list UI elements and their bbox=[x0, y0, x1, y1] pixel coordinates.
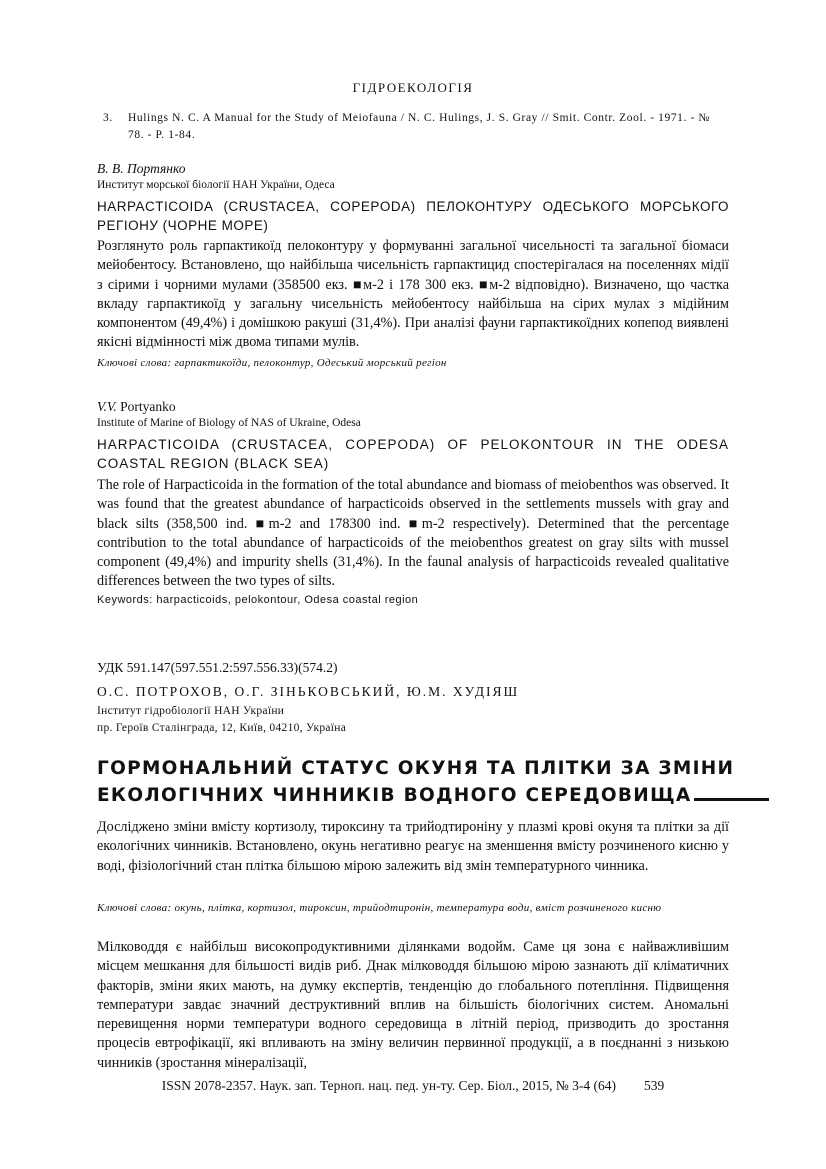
author-initials: V.V. bbox=[97, 399, 117, 414]
article1-author: В. В. Портянко bbox=[97, 161, 186, 176]
udk-code: УДК 591.147(597.551.2:597.556.33)(574.2) bbox=[97, 660, 338, 675]
article1-en-affiliation: Institute of Marine of Biology of NAS of Ukraine, Odesa bbox=[97, 417, 361, 429]
article2-title-line2-wrap bbox=[97, 781, 737, 808]
article2-title bbox=[97, 756, 737, 808]
article2-authors: О.С. ПОТРОХОВ, О.Г. ЗІНЬКОВСЬКИЙ, Ю.М. ХУДІЯШ bbox=[97, 684, 520, 699]
reference-item bbox=[103, 110, 728, 144]
reference-text: Hulings N. C. A Manual for the Study of Meiofauna / N. C. Hulings, J. S. Gray // Smit. Contr. Zool. - 1971. - № 78. - P. 1-84. bbox=[128, 112, 710, 141]
article1-en-abstract: The role of Harpacticoida in the formation of the total abundance and biomass of meiobenthos was observed. It was found that the greatest abundance of harpacticoids observed in the settlements mussels with gray and black silts (358,500 ind. ■m-2 and 178300 ind. ■m-2 respectively). Determined that the percentage contribution to the total abundance of harpacticoids of the meiobenthos greatest on gray silts with mussel component (49,4%) and impurity shells (31,4%). In the faunal analysis of harpacticoids revealed qualitative differences between the two types of silts. bbox=[97, 477, 729, 590]
article2-affiliation bbox=[97, 703, 346, 737]
article2-title-line2: ЕКОЛОГІЧНИХ ЧИННИКІВ ВОДНОГО СЕРЕДОВИЩА bbox=[97, 785, 692, 806]
footer-citation: ISSN 2078-2357. Наук. зап. Терноп. нац. пед. ун-ту. Сер. Біол., 2015, № 3-4 (64) bbox=[161, 1078, 616, 1093]
article2-intro: Мілководдя є найбільш високопродуктивними ділянками водойм. Саме ця зона є найважливішим місцем мешкання для більшості видів риб. Днак мілководдя більшою мірою зазнають дії кліматичних факторів, зміни яких мають, на думку експертів, тенденцію до глобального потепління. Підвищення температури завдає значний деструктивний вплив на більшість біологічних систем. Аномальні перевищення норми температури водного середовища в літній період, призводить до зростання процесів евтрофікації, які впливають на зміну величин первинної продукції, а в поєднанні з низькою чинників (зростання мінералізації, bbox=[97, 939, 729, 1071]
article1-en-keywords: Keywords: harpacticoids, pelokontour, Odesa coastal region bbox=[97, 594, 419, 606]
article1-keywords: Ключові слова: гарпактикоїди, пелоконтур, Одеський морський регіон bbox=[97, 357, 447, 369]
article1-abstract: Розглянуто роль гарпактикоїд пелоконтуру у формуванні загальної чисельності та загальної біомаси мейобентосу. Встановлено, що найбільша чисельність гарпактицид спостерігалася на поселеннях мідії з сірими і чорними мулами (358500 екз. ■м-2 і 178 300 екз. ■м-2 відповідно). Визначено, що частка вкладу гарпактикоїд у загальну чисельність мейобентосу найбільша на сірих мулах з мідійним компонентом (49,4%) і домішкою ракуші (31,4%). При аналізі фауни гарпактикоїдних копепод виявлені якісні відмінності між двома типами мулів. bbox=[97, 238, 729, 351]
title-underline-rule bbox=[694, 781, 769, 801]
article2-title-line1: ГОРМОНАЛЬНИЙ СТАТУС ОКУНЯ ТА ПЛІТКИ ЗА ЗМІНИ bbox=[97, 758, 735, 779]
article1-en-title: HARPACTICOIDA (CRUSTACEA, COPEPODA) OF PELOKONTOUR IN THE ODESA COASTAL REGION (BLACK SEA) bbox=[97, 437, 729, 471]
article2-address: пр. Героїв Сталінграда, 12, Київ, 04210, Україна bbox=[97, 722, 347, 734]
article2-institute: Інститут гідробіології НАН України bbox=[97, 705, 285, 717]
article2-abstract: Досліджено зміни вмісту кортизолу, тироксину та трийодтироніну у плазмі крові окуня та плітки за дії екологічних чинників. Встановлено, окунь негативно реагує на зменшення вмісту розчиненого кисню у воді, фізіологічний стан плітка більшою мірою залежить від змін температурного чинника. bbox=[97, 819, 729, 874]
author-surname: Portyanko bbox=[120, 399, 176, 414]
article1-en-author bbox=[97, 399, 176, 415]
page-footer bbox=[0, 1078, 826, 1094]
page-number: 539 bbox=[643, 1078, 665, 1093]
article1-affiliation: Институт морської біології НАН України, Одеса bbox=[97, 179, 335, 191]
article1-title: HARPACTICOIDA (CRUSTACEA, COPEPODA) ПЕЛОКОНТУРУ ОДЕСЬКОГО МОРСЬКОГО РЕГІОНУ (ЧОРНЕ МОРЕ) bbox=[97, 199, 729, 233]
running-header: ГІДРОЕКОЛОГІЯ bbox=[352, 80, 474, 95]
article2-keywords: Ключові слова: окунь, плітка, кортизол, тироксин, трийодтиронін, температура води, вміст розчиненого кисню bbox=[97, 902, 662, 914]
reference-number: 3. bbox=[103, 112, 113, 124]
